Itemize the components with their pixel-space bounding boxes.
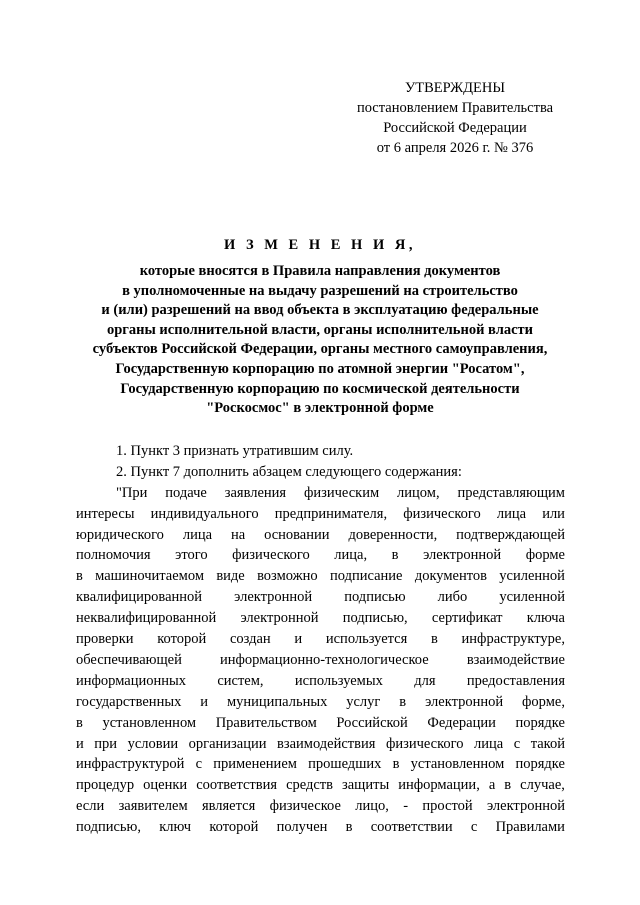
subtitle-line: органы исполнительной власти, органы исполнительной власти: [106, 321, 533, 338]
paragraph-word: на: [230, 526, 246, 543]
paragraph-word: лица: [474, 735, 504, 752]
paragraph-word: сертификат: [431, 610, 503, 627]
paragraph-word: инфраструктуре,: [461, 631, 565, 648]
approval-block: [330, 78, 580, 158]
paragraph-word: Федерации: [427, 714, 496, 731]
paragraph-line: [76, 817, 565, 838]
paragraph-word: информации,: [398, 777, 480, 794]
document-body: [76, 441, 565, 838]
paragraph-word: в: [76, 568, 83, 585]
approval-heading: УТВЕРЖДЕНЫ: [404, 80, 506, 96]
paragraph-word: получен: [276, 819, 328, 836]
subtitle-line: в уполномоченные на выдачу разрешений на строительство: [122, 282, 518, 299]
paragraph-word: неквалифицированной: [76, 610, 217, 627]
paragraph-word: ключа: [526, 610, 565, 627]
paragraph-word: если: [76, 798, 105, 815]
paragraph-word: является: [201, 798, 256, 815]
paragraph-word: создан: [229, 631, 271, 648]
paragraph-word: порядке: [515, 714, 565, 731]
paragraph-word: машиночитаемом: [95, 568, 205, 585]
paragraph-word: лицом,: [397, 484, 440, 501]
paragraph-word: порядке: [515, 756, 565, 773]
paragraph-word: интересы: [76, 505, 135, 522]
paragraph-word: лица: [496, 505, 527, 522]
paragraph-word: предпринимателя,: [274, 505, 388, 522]
paragraph-word: -: [403, 798, 409, 815]
paragraph-word: при: [94, 735, 118, 752]
paragraph-word: информационных: [76, 672, 186, 689]
subtitle-line: Государственную корпорацию по космической деятельности: [120, 380, 520, 397]
paragraph-word: лицо,: [355, 798, 389, 815]
paragraph-word: в: [430, 631, 438, 648]
paragraph-word: оценки: [143, 777, 188, 794]
document-title: И З М Е Н Е Н И Я,: [224, 237, 416, 253]
paragraph-word: государственных: [76, 693, 182, 710]
paragraph-line: [76, 629, 565, 650]
paragraph-line: [76, 650, 565, 671]
paragraph-word: применением: [213, 756, 297, 773]
paragraph-word: взаимодействия: [277, 735, 376, 752]
paragraph-word: установленном: [102, 714, 197, 731]
list-item: 2. Пункт 7 дополнить абзацем следующего содержания:: [116, 463, 462, 480]
paragraph-word: Российской: [336, 714, 408, 731]
list-item: 1. Пункт 3 признать утратившим силу.: [116, 443, 354, 459]
paragraph-word: документов: [414, 568, 487, 585]
paragraph-word: электронной: [234, 589, 313, 606]
paragraph-word: которой: [157, 631, 207, 648]
paragraph-word: соответствия: [196, 777, 278, 794]
paragraph-word: и: [76, 735, 84, 752]
paragraph-word: инфраструктурой: [76, 756, 185, 773]
paragraph-word: ключ: [159, 819, 192, 836]
paragraph-line: [76, 671, 565, 692]
subtitle-line: Государственную корпорацию по атомной энергии "Росатом",: [115, 360, 525, 377]
paragraph-word: подаче: [165, 484, 207, 501]
paragraph-line: [76, 504, 565, 525]
subtitle-line: субъектов Российской Федерации, органы местного самоуправления,: [92, 341, 548, 358]
paragraph-word: этого: [175, 547, 208, 564]
amendment-paragraph: [76, 483, 565, 838]
paragraph-word: такой: [530, 735, 565, 752]
paragraph-word: используемых: [294, 672, 383, 689]
paragraph-word: подписью: [344, 589, 406, 606]
subtitle-line: которые вносятся в Правила направления документов: [139, 263, 501, 279]
paragraph-word: с: [513, 735, 521, 752]
paragraph-line: [76, 754, 565, 775]
approval-line-2: Российской Федерации: [383, 120, 527, 136]
paragraph-word: подписью,: [342, 610, 408, 627]
paragraph-word: физического: [232, 547, 310, 564]
paragraph-word: Правилами: [495, 819, 565, 836]
paragraph-word: усиленной: [499, 568, 565, 585]
paragraph-word: полномочия: [76, 547, 151, 564]
paragraph-word: для: [414, 672, 436, 689]
paragraph-word: юридического: [76, 526, 164, 543]
paragraph-word: процедур: [76, 777, 135, 794]
paragraph-word: основании: [264, 526, 330, 543]
paragraph-word: форме,: [522, 693, 565, 710]
paragraph-word: муниципальных: [226, 693, 328, 710]
paragraph-word: условии: [127, 735, 179, 752]
paragraph-word: заявления: [224, 484, 287, 501]
paragraph-word: в: [345, 819, 353, 836]
paragraph-word: простой: [422, 798, 473, 815]
paragraph-word: представляющим: [457, 484, 565, 501]
approval-line-3: от 6 апреля 2026 г. № 376: [376, 140, 534, 156]
paragraph-word: взаимодействие: [466, 651, 565, 668]
paragraph-word: подтверждающей: [456, 526, 565, 543]
paragraph-word: Правительством: [215, 714, 317, 731]
paragraph-word: индивидуального: [150, 505, 259, 522]
paragraph-word: или: [542, 505, 565, 522]
paragraph-word: которой: [209, 819, 259, 836]
paragraph-word: подписание: [330, 568, 403, 585]
paragraph-word: а: [488, 777, 496, 794]
paragraph-word: физического: [403, 505, 481, 522]
paragraph-word: защиты: [342, 777, 390, 794]
paragraph-word: электронной: [425, 693, 504, 710]
paragraph-word: форме: [525, 547, 565, 564]
paragraph-line: [76, 692, 565, 713]
paragraph-word: в: [504, 777, 512, 794]
paragraph-word: физическим: [304, 484, 380, 501]
paragraph-word: квалифицированной: [76, 589, 203, 606]
paragraph-line: [76, 775, 565, 796]
document-subtitle: [60, 262, 580, 419]
paragraph-word: в: [391, 547, 399, 564]
paragraph-word: в: [76, 714, 83, 731]
paragraph-word: усиленной: [499, 589, 565, 606]
paragraph-word: услуг: [346, 693, 381, 710]
paragraph-word: виде: [216, 568, 245, 585]
paragraph-word: средств: [286, 777, 333, 794]
paragraph-word: либо: [437, 589, 468, 606]
subtitle-line: "Роскосмос" в электронной форме: [206, 400, 434, 417]
paragraph-line: [76, 483, 565, 504]
paragraph-word: информационно-технологическое: [220, 651, 429, 668]
paragraph-line: [76, 545, 565, 566]
subtitle-line: и (или) разрешений на ввод объекта в эксплуатацию федеральные: [101, 302, 539, 319]
paragraph-word: электронной: [486, 798, 565, 815]
paragraph-word: прошедших: [308, 756, 382, 773]
approval-line-1: постановлением Правительства: [356, 100, 554, 116]
paragraph-word: электронной: [423, 547, 502, 564]
paragraph-word: организации: [188, 735, 267, 752]
paragraph-word: "При: [116, 484, 148, 501]
paragraph-word: возможно: [257, 568, 318, 585]
paragraph-line: [76, 566, 565, 587]
paragraph-word: электронной: [240, 610, 319, 627]
paragraph-word: обеспечивающей: [76, 651, 182, 668]
paragraph-word: лица,: [334, 547, 368, 564]
paragraph-word: в: [392, 756, 400, 773]
paragraph-line: [76, 587, 565, 608]
paragraph-word: физического: [385, 735, 464, 752]
paragraph-word: случае,: [520, 777, 565, 794]
paragraph-word: с: [470, 819, 478, 836]
paragraph-word: физическое: [269, 798, 341, 815]
paragraph-word: в: [399, 693, 407, 710]
paragraph-word: проверки: [76, 631, 134, 648]
paragraph-line: [76, 608, 565, 629]
paragraph-word: установленном: [410, 756, 505, 773]
paragraph-word: используется: [325, 631, 408, 648]
paragraph-word: систем,: [217, 672, 264, 689]
paragraph-word: доверенности,: [348, 526, 438, 543]
paragraph-line: [76, 796, 565, 817]
paragraph-word: заявителем: [118, 798, 188, 815]
paragraph-word: и: [294, 631, 303, 648]
paragraph-line: [76, 525, 565, 546]
paragraph-word: подписью,: [76, 819, 141, 836]
paragraph-word: предоставления: [466, 672, 565, 689]
paragraph-word: с: [195, 756, 203, 773]
paragraph-word: и: [200, 693, 209, 710]
paragraph-word: лица: [182, 526, 213, 543]
paragraph-word: соответствии: [370, 819, 453, 836]
paragraph-line: [76, 713, 565, 734]
paragraph-line: [76, 734, 565, 755]
